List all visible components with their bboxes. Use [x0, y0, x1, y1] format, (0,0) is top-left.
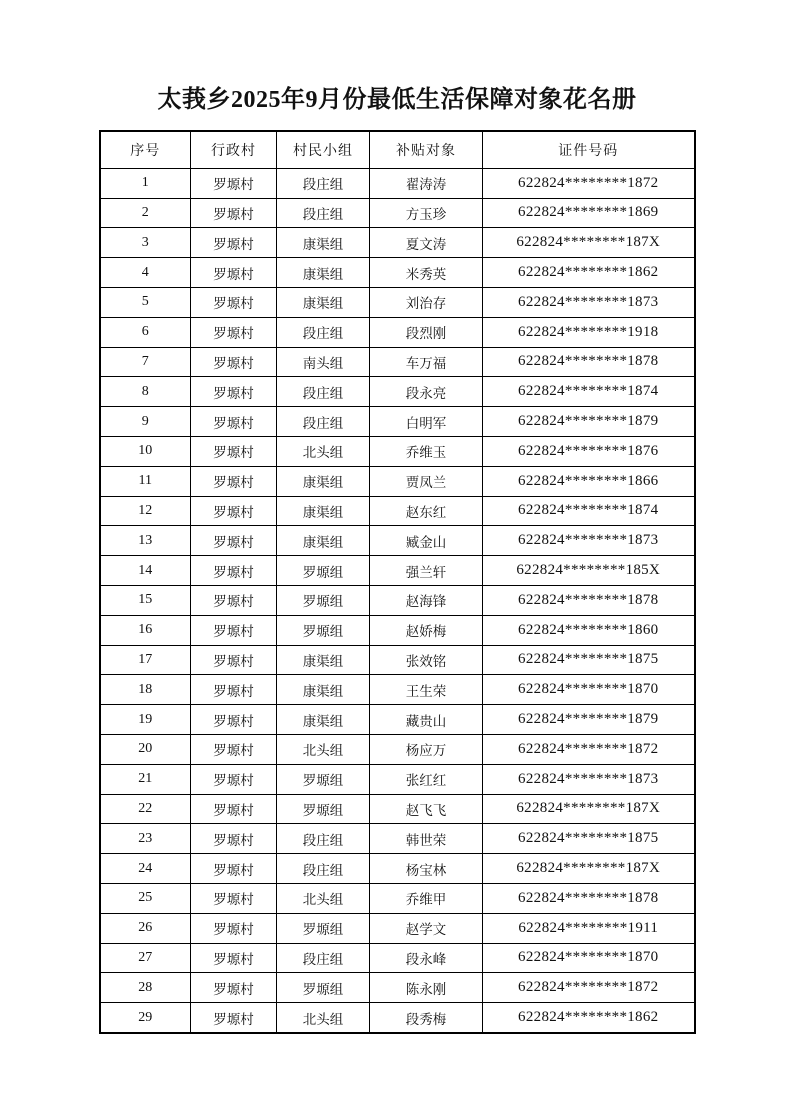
cell-group: 康渠组 — [277, 645, 370, 675]
table-row — [100, 556, 695, 586]
cell-recipient: 方玉珍 — [370, 198, 483, 228]
cell-recipient: 米秀英 — [370, 258, 483, 288]
cell-village: 罗塬村 — [191, 377, 277, 407]
cell-index: 5 — [100, 287, 191, 317]
table-row — [100, 824, 695, 854]
header-cell-village: 行政村 — [191, 131, 277, 169]
cell-index: 11 — [100, 466, 191, 496]
roster-table — [99, 130, 696, 1034]
cell-recipient: 赵学文 — [370, 913, 483, 943]
cell-index: 13 — [100, 526, 191, 556]
cell-group: 北头组 — [277, 734, 370, 764]
cell-id-number: 622824********185X — [483, 556, 695, 586]
table-row — [100, 526, 695, 556]
cell-village: 罗塬村 — [191, 764, 277, 794]
cell-index: 8 — [100, 377, 191, 407]
cell-id-number: 622824********1873 — [483, 287, 695, 317]
cell-group: 康渠组 — [277, 287, 370, 317]
cell-village: 罗塬村 — [191, 347, 277, 377]
cell-village: 罗塬村 — [191, 973, 277, 1003]
cell-id-number: 622824********1875 — [483, 645, 695, 675]
cell-recipient: 王生荣 — [370, 675, 483, 705]
cell-village: 罗塬村 — [191, 198, 277, 228]
cell-index: 3 — [100, 228, 191, 258]
cell-group: 罗塬组 — [277, 913, 370, 943]
table-row — [100, 675, 695, 705]
cell-index: 15 — [100, 585, 191, 615]
cell-recipient: 乔维玉 — [370, 436, 483, 466]
cell-index: 20 — [100, 734, 191, 764]
cell-recipient: 张红红 — [370, 764, 483, 794]
cell-id-number: 622824********1878 — [483, 883, 695, 913]
cell-village: 罗塬村 — [191, 466, 277, 496]
cell-village: 罗塬村 — [191, 645, 277, 675]
cell-recipient: 陈永刚 — [370, 973, 483, 1003]
cell-index: 9 — [100, 407, 191, 437]
cell-group: 段庄组 — [277, 407, 370, 437]
cell-group: 康渠组 — [277, 496, 370, 526]
cell-index: 27 — [100, 943, 191, 973]
cell-recipient: 杨宝林 — [370, 854, 483, 884]
cell-index: 23 — [100, 824, 191, 854]
cell-id-number: 622824********1866 — [483, 466, 695, 496]
table-body — [100, 168, 695, 1033]
cell-index: 14 — [100, 556, 191, 586]
cell-recipient: 臧金山 — [370, 526, 483, 556]
cell-village: 罗塬村 — [191, 317, 277, 347]
cell-index: 28 — [100, 973, 191, 1003]
cell-index: 10 — [100, 436, 191, 466]
header-row — [100, 131, 695, 169]
cell-recipient: 强兰轩 — [370, 556, 483, 586]
cell-village: 罗塬村 — [191, 794, 277, 824]
cell-id-number: 622824********1879 — [483, 407, 695, 437]
table-row — [100, 794, 695, 824]
cell-index: 2 — [100, 198, 191, 228]
cell-group: 段庄组 — [277, 317, 370, 347]
cell-index: 16 — [100, 615, 191, 645]
header-cell-index: 序号 — [100, 131, 191, 169]
cell-village: 罗塬村 — [191, 675, 277, 705]
cell-recipient: 赵娇梅 — [370, 615, 483, 645]
header-cell-recipient: 补贴对象 — [370, 131, 483, 169]
header-cell-group: 村民小组 — [277, 131, 370, 169]
cell-id-number: 622824********187X — [483, 854, 695, 884]
cell-recipient: 段永亮 — [370, 377, 483, 407]
cell-index: 18 — [100, 675, 191, 705]
cell-village: 罗塬村 — [191, 556, 277, 586]
cell-id-number: 622824********1870 — [483, 943, 695, 973]
cell-group: 康渠组 — [277, 705, 370, 735]
table-row — [100, 615, 695, 645]
cell-recipient: 赵飞飞 — [370, 794, 483, 824]
table-row — [100, 854, 695, 884]
cell-group: 罗塬组 — [277, 556, 370, 586]
cell-recipient: 赵海锋 — [370, 585, 483, 615]
cell-village: 罗塬村 — [191, 526, 277, 556]
cell-village: 罗塬村 — [191, 615, 277, 645]
cell-recipient: 乔维甲 — [370, 883, 483, 913]
cell-id-number: 622824********1869 — [483, 198, 695, 228]
table-row — [100, 317, 695, 347]
cell-recipient: 韩世荣 — [370, 824, 483, 854]
cell-id-number: 622824********1860 — [483, 615, 695, 645]
page-title: 太莪乡2025年9月份最低生活保障对象花名册 — [157, 87, 637, 113]
cell-group: 康渠组 — [277, 526, 370, 556]
cell-group: 南头组 — [277, 347, 370, 377]
table-row — [100, 198, 695, 228]
table-row — [100, 228, 695, 258]
cell-id-number: 622824********1870 — [483, 675, 695, 705]
cell-index: 25 — [100, 883, 191, 913]
cell-id-number: 622824********1862 — [483, 258, 695, 288]
cell-village: 罗塬村 — [191, 287, 277, 317]
table-header — [100, 131, 695, 169]
cell-group: 康渠组 — [277, 258, 370, 288]
cell-group: 北头组 — [277, 883, 370, 913]
cell-village: 罗塬村 — [191, 913, 277, 943]
table-row — [100, 496, 695, 526]
cell-id-number: 622824********187X — [483, 794, 695, 824]
cell-id-number: 622824********1873 — [483, 764, 695, 794]
cell-village: 罗塬村 — [191, 734, 277, 764]
table-row — [100, 973, 695, 1003]
cell-id-number: 622824********1873 — [483, 526, 695, 556]
table-row — [100, 913, 695, 943]
cell-index: 29 — [100, 1003, 191, 1033]
cell-group: 罗塬组 — [277, 585, 370, 615]
table-row — [100, 943, 695, 973]
cell-index: 4 — [100, 258, 191, 288]
cell-village: 罗塬村 — [191, 854, 277, 884]
cell-index: 12 — [100, 496, 191, 526]
cell-village: 罗塬村 — [191, 883, 277, 913]
cell-id-number: 622824********187X — [483, 228, 695, 258]
cell-group: 罗塬组 — [277, 794, 370, 824]
cell-recipient: 张效铭 — [370, 645, 483, 675]
cell-id-number: 622824********1879 — [483, 705, 695, 735]
table-row — [100, 585, 695, 615]
cell-recipient: 贾凤兰 — [370, 466, 483, 496]
cell-group: 段庄组 — [277, 854, 370, 884]
cell-index: 24 — [100, 854, 191, 884]
cell-recipient: 翟涛涛 — [370, 168, 483, 198]
cell-group: 罗塬组 — [277, 615, 370, 645]
cell-group: 康渠组 — [277, 466, 370, 496]
cell-group: 康渠组 — [277, 675, 370, 705]
cell-index: 19 — [100, 705, 191, 735]
cell-village: 罗塬村 — [191, 824, 277, 854]
cell-group: 段庄组 — [277, 198, 370, 228]
table-row — [100, 377, 695, 407]
cell-id-number: 622824********1874 — [483, 377, 695, 407]
cell-group: 段庄组 — [277, 377, 370, 407]
cell-village: 罗塬村 — [191, 705, 277, 735]
table-row — [100, 287, 695, 317]
table-row — [100, 705, 695, 735]
cell-recipient: 夏文涛 — [370, 228, 483, 258]
cell-village: 罗塬村 — [191, 407, 277, 437]
cell-id-number: 622824********1875 — [483, 824, 695, 854]
cell-group: 北头组 — [277, 1003, 370, 1033]
cell-id-number: 622824********1872 — [483, 168, 695, 198]
table-row — [100, 466, 695, 496]
table-row — [100, 764, 695, 794]
cell-recipient: 段永峰 — [370, 943, 483, 973]
cell-id-number: 622824********1872 — [483, 973, 695, 1003]
cell-index: 6 — [100, 317, 191, 347]
cell-id-number: 622824********1862 — [483, 1003, 695, 1033]
table-row — [100, 883, 695, 913]
cell-id-number: 622824********1878 — [483, 347, 695, 377]
table-row — [100, 734, 695, 764]
cell-village: 罗塬村 — [191, 496, 277, 526]
cell-village: 罗塬村 — [191, 436, 277, 466]
table-row — [100, 645, 695, 675]
cell-group: 段庄组 — [277, 168, 370, 198]
cell-id-number: 622824********1918 — [483, 317, 695, 347]
cell-index: 21 — [100, 764, 191, 794]
cell-recipient: 车万福 — [370, 347, 483, 377]
cell-recipient: 藏贵山 — [370, 705, 483, 735]
cell-id-number: 622824********1911 — [483, 913, 695, 943]
cell-village: 罗塬村 — [191, 168, 277, 198]
table-row — [100, 258, 695, 288]
cell-group: 罗塬组 — [277, 973, 370, 1003]
cell-group: 段庄组 — [277, 943, 370, 973]
cell-index: 17 — [100, 645, 191, 675]
cell-recipient: 段烈刚 — [370, 317, 483, 347]
cell-recipient: 赵东红 — [370, 496, 483, 526]
table-row — [100, 168, 695, 198]
cell-id-number: 622824********1876 — [483, 436, 695, 466]
cell-village: 罗塬村 — [191, 228, 277, 258]
cell-group: 段庄组 — [277, 824, 370, 854]
cell-recipient: 段秀梅 — [370, 1003, 483, 1033]
cell-index: 22 — [100, 794, 191, 824]
cell-village: 罗塬村 — [191, 585, 277, 615]
cell-id-number: 622824********1874 — [483, 496, 695, 526]
cell-index: 26 — [100, 913, 191, 943]
cell-village: 罗塬村 — [191, 258, 277, 288]
cell-group: 北头组 — [277, 436, 370, 466]
cell-village: 罗塬村 — [191, 1003, 277, 1033]
table-row — [100, 1003, 695, 1033]
cell-recipient: 白明军 — [370, 407, 483, 437]
cell-group: 康渠组 — [277, 228, 370, 258]
cell-village: 罗塬村 — [191, 943, 277, 973]
cell-id-number: 622824********1878 — [483, 585, 695, 615]
cell-group: 罗塬组 — [277, 764, 370, 794]
cell-recipient: 杨应万 — [370, 734, 483, 764]
cell-index: 7 — [100, 347, 191, 377]
table-row — [100, 407, 695, 437]
table-row — [100, 436, 695, 466]
cell-index: 1 — [100, 168, 191, 198]
cell-id-number: 622824********1872 — [483, 734, 695, 764]
cell-recipient: 刘治存 — [370, 287, 483, 317]
table-row — [100, 347, 695, 377]
header-cell-id-number: 证件号码 — [483, 131, 695, 169]
